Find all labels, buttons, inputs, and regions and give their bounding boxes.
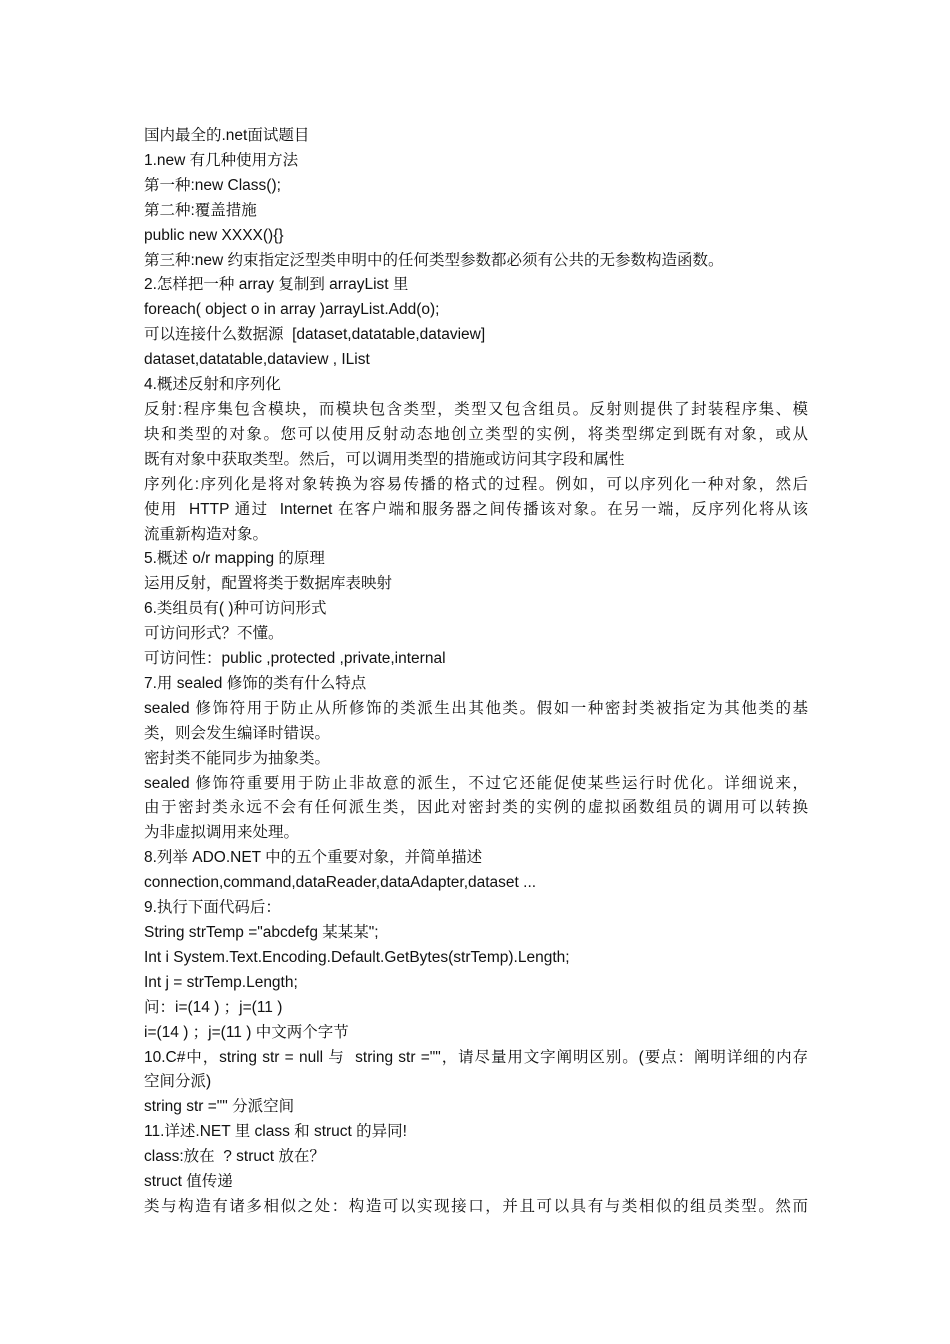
paragraph-line: 反射:程序集包含模块，而模块包含类型，类型又包含组员。反射则提供了封装程序集、模 [144,400,808,418]
text-line: foreach( object o in array )arrayList.Add(o); [144,301,440,319]
paragraph-line: 由于密封类永远不会有任何派生类，因此对密封类的实例的虚拟函数组员的调用可以转换 [144,799,808,817]
paragraph-line: 块和类型的对象。您可以使用反射动态地创立类型的实例，将类型绑定到既有对象，或从 [144,425,808,443]
paragraph-line: 类，则会发生编译时错误。 [144,724,331,742]
sealed-paragraph-2 [144,772,808,847]
reflection-paragraph [144,398,808,473]
text-line: 9.执行下面代码后： [144,899,281,917]
paragraph-line: 类与构造有诸多相似之处：构造可以实现接口，并且可以具有与类相似的组员类型。然而 [144,1197,808,1215]
document-title: 国内最全的.net面试题目 [144,127,310,144]
text-line: 1.new 有几种使用方法 [144,151,299,169]
paragraph-line: 序列化:序列化是将对象转换为容易传播的格式的过程。例如，可以序列化一种对象，然后 [144,475,808,493]
paragraph-line: 10.C#中，string str = null 与 string str =""，请尽量用文字阐明区别。(要点：阐明详细的内存 [144,1048,808,1066]
text-line: 可访问性：public ,protected ,private,internal [144,650,446,668]
text-line: struct 值传递 [144,1173,233,1191]
sealed-paragraph-1 [144,697,808,747]
text-line: 问：i=(14 ) ；j=(11 ) [144,998,283,1016]
paragraph-line: sealed 修饰符重要用于防止非故意的派生，不过它还能促使某些运行时优化。详细说来， [144,774,808,792]
code-line: String strTemp ="abcdefg 某某某"; [144,924,379,941]
text-line: string str ="" 分派空间 [144,1098,295,1116]
code-line: Int j = strTemp.Length; [144,973,298,991]
paragraph-line: 为非虚拟调用来处理。 [144,824,300,842]
paragraph-line: sealed 修饰符用于防止从所修饰的类派生出其他类。假如一种密封类被指定为其他类的基 [144,699,808,717]
text-line: i=(14 ) ；j=(11 ) 中文两个字节 [144,1023,349,1041]
code-line: Int i System.Text.Encoding.Default.GetBytes(strTemp).Length; [144,948,570,966]
text-line: 密封类不能同步为抽象类。 [144,749,331,767]
text-line: 可访问形式？不懂。 [144,625,284,643]
text-line: 第三种:new 约束指定泛型类申明中的任何类型参数都必须有公共的无参数构造函数。 [144,251,724,269]
text-line: 第二种:覆盖措施 [144,201,257,219]
serialization-paragraph [144,473,808,548]
paragraph-line: 流重新构造对象。 [144,525,269,543]
struct-paragraph [144,1195,808,1220]
text-line: 7.用 sealed 修饰的类有什么特点 [144,674,367,692]
text-line: dataset,datatable,dataview , IList [144,351,370,369]
text-line: 4.概述反射和序列化 [144,376,281,394]
paragraph-line: 使用 HTTP 通过 Internet 在客户端和服务器之间传播该对象。在另一端，反序列化将从该 [144,500,808,518]
text-line: 5.概述 o/r mapping 的原理 [144,550,325,568]
text-line: class:放在 ? struct 放在？ [144,1148,325,1166]
text-line: 可以连接什么数据源 [dataset,datatable,dataview] [144,326,486,344]
text-line: connection,command,dataReader,dataAdapter,dataset ... [144,874,537,892]
text-line: 运用反射，配置将类于数据库表映射 [144,575,393,593]
text-line: 6.类组员有( )种可访问形式 [144,600,327,618]
text-line: public new XXXX(){} [144,226,284,244]
paragraph-line: 空间分派) [144,1073,212,1091]
text-line: 2.怎样把一种 array 复制到 arrayList 里 [144,276,409,294]
text-line: 11.详述.NET 里 class 和 struct 的异同! [144,1123,407,1141]
document-page [144,124,808,1220]
text-line: 8.列举 ADO.NET 中的五个重要对象，并简单描述 [144,849,483,867]
q10-paragraph [144,1046,808,1096]
text-line: 第一种:new Class(); [144,176,281,194]
paragraph-line: 既有对象中获取类型。然后，可以调用类型的措施或访问其字段和属性 [144,450,625,468]
